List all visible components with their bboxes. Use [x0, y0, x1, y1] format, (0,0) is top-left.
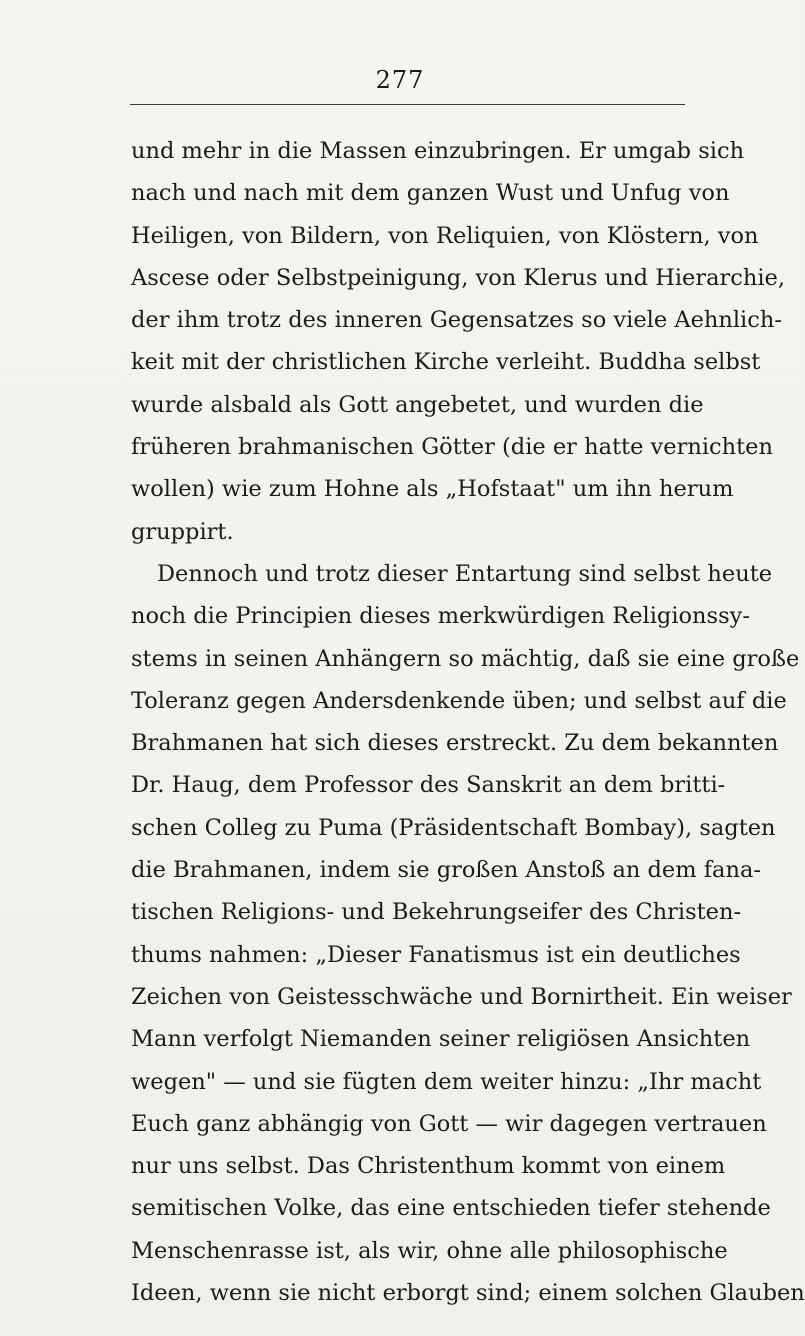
text-line: Zeichen von Geistesschwäche und Bornirtheit. Ein weiser	[131, 983, 792, 1010]
page-number: 277	[375, 66, 425, 94]
text-line: Ideen, wenn sie nicht erborgt sind; einem solchen Glauben	[131, 1280, 805, 1307]
text-line: nach und nach mit dem ganzen Wust und Unfug von	[131, 180, 730, 207]
header-rule	[130, 104, 685, 105]
body-text	[131, 130, 805, 1314]
text-line: semitischen Volke, das eine entschieden tiefer stehende	[131, 1195, 771, 1222]
text-line: früheren brahmanischen Götter (die er hatte vernichten	[131, 434, 773, 461]
text-line: die Brahmanen, indem sie großen Anstoß an dem fana-	[131, 857, 761, 884]
text-line: nur uns selbst. Das Christenthum kommt von einem	[131, 1153, 726, 1180]
text-line: Euch ganz abhängig von Gott — wir dagegen vertrauen	[131, 1110, 767, 1137]
text-line: thums nahmen: „Dieser Fanatismus ist ein deutliches	[131, 941, 741, 968]
text-line: Toleranz gegen Andersdenkende üben; und selbst auf die	[131, 687, 787, 714]
text-line: keit mit der christlichen Kirche verleiht. Buddha selbst	[131, 349, 761, 376]
text-line: Menschenrasse ist, als wir, ohne alle philosophische	[131, 1237, 728, 1264]
text-line: Dr. Haug, dem Professor des Sanskrit an dem britti-	[131, 772, 726, 799]
text-line: Ascese oder Selbstpeinigung, von Klerus und Hierarchie,	[131, 264, 786, 291]
text-line: tischen Religions- und Bekehrungseifer des Christen-	[131, 899, 742, 926]
text-line: stems in seinen Anhängern so mächtig, daß sie eine große	[131, 645, 800, 672]
text-line: wegen" — und sie fügten dem weiter hinzu: „Ihr macht	[131, 1068, 762, 1095]
text-line: der ihm trotz des inneren Gegensatzes so viele Aehnlich-	[131, 307, 782, 334]
text-line: wollen) wie zum Hohne als „Hofstaat" um ihn herum	[131, 476, 734, 503]
text-line: Brahmanen hat sich dieses erstreckt. Zu dem bekannten	[131, 730, 779, 757]
text-line: noch die Principien dieses merkwürdigen Religionssy-	[131, 603, 750, 630]
text-line: Mann verfolgt Niemanden seiner religiösen Ansichten	[131, 1026, 751, 1053]
paragraph-start-line: Dennoch und trotz dieser Entartung sind selbst heute	[157, 560, 773, 587]
text-line: Heiligen, von Bildern, von Reliquien, von Klöstern, von	[131, 222, 759, 249]
text-line: wurde alsbald als Gott angebetet, und wurden die	[131, 391, 704, 418]
text-line: gruppirt.	[131, 518, 234, 545]
text-line: schen Colleg zu Puma (Präsidentschaft Bombay), sagten	[131, 814, 776, 841]
text-line: und mehr in die Massen einzubringen. Er umgab sich	[131, 138, 745, 164]
